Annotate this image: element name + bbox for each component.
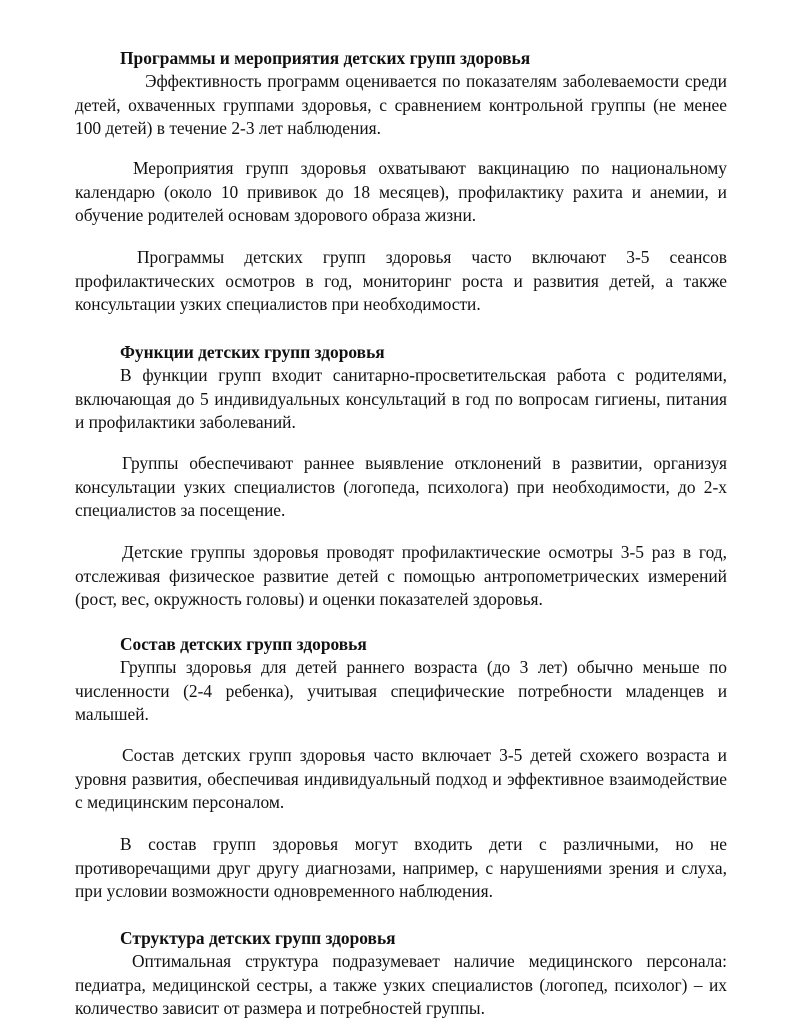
paragraph: Группы здоровья для детей раннего возраста (до 3 лет) обычно меньше по численности (2-4 ребенка), учитывая специфические потребности младенцев и малышей. <box>75 657 727 724</box>
paragraph: В функции групп входит санитарно-просветительская работа с родителями, включающая до 5 индивидуальных консультаций в год по вопросам гигиены, питания и профилактики заболеваний. <box>75 365 727 432</box>
paragraph: В состав групп здоровья могут входить дети с различными, но не противоречащими друг другу диагнозами, например, с нарушениями зрения и слуха, при условии возможности одновременного наблюдения. <box>75 834 727 901</box>
paragraph: Эффективность программ оценивается по показателям заболеваемости среди детей, охваченных группами здоровья, с сравнением контрольной группы (не менее 100 детей) в течение 2-3 лет наблюдения. <box>75 71 727 138</box>
section-heading-structure: Структура детских групп здоровья <box>120 928 396 948</box>
section-heading-functions: Функции детских групп здоровья <box>120 342 385 362</box>
paragraph: Группы обеспечивают раннее выявление отклонений в развитии, организуя консультации узких специалистов (логопеда, психолога) при необходимости, до 2-х специалистов за посещение. <box>75 453 727 520</box>
section-heading-composition: Состав детских групп здоровья <box>120 634 367 654</box>
paragraph: Детские группы здоровья проводят профилактические осмотры 3-5 раз в год, отслеживая физическое развитие детей с помощью антропометрических измерений (рост, вес, окружность головы) и оценки показателей здоровья. <box>75 542 727 609</box>
paragraph: Оптимальная структура подразумевает наличие медицинского персонала: педиатра, медицинской сестры, а также узких специалистов (логопед, психолог) – их количество зависит от размера и потребностей группы. <box>75 951 727 1018</box>
paragraph: Мероприятия групп здоровья охватывают вакцинацию по национальному календарю (около 10 прививок до 18 месяцев), профилактику рахита и анемии, и обучение родителей основам здорового образа жизни. <box>75 158 727 225</box>
paragraph: Состав детских групп здоровья часто включает 3-5 детей схожего возраста и уровня развития, обеспечивая индивидуальный подход и эффективное взаимодействие с медицинским персоналом. <box>75 745 727 812</box>
section-heading-programs: Программы и мероприятия детских групп здоровья <box>120 48 531 68</box>
paragraph: Программы детских групп здоровья часто включают 3-5 сеансов профилактических осмотров в год, мониторинг роста и развития детей, а также консультации узких специалистов при необходимости. <box>75 247 727 314</box>
